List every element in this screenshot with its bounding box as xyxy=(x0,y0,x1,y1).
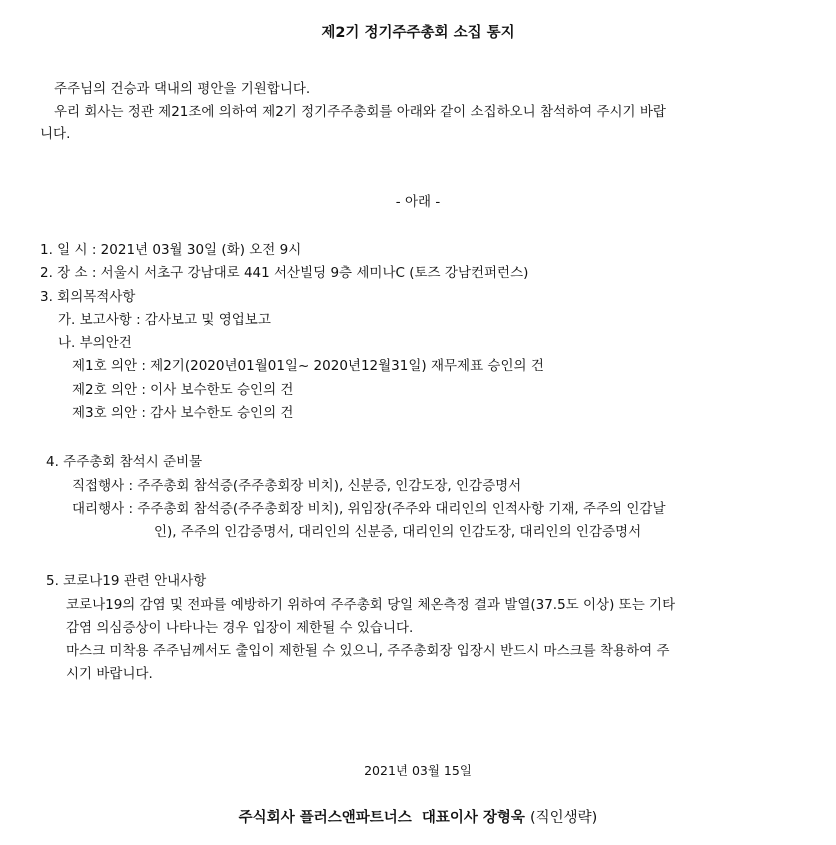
agenda-item-3: 제3호 의안 : 감사 보수한도 승인의 건 xyxy=(72,405,294,421)
greeting-text: 주주님의 건승과 댁내의 평안을 기원합니다. xyxy=(54,81,311,97)
preparation-proxy-line2: 인), 주주의 인감증명서, 대리인의 신분증, 대리인의 인감도장, 대리인의 인감증명서 xyxy=(154,524,642,540)
item-date-time: 1. 일 시 : 2021년 03월 30일 (화) 오전 9시 xyxy=(40,242,302,258)
seal-omitted-note: (직인생략) xyxy=(529,810,598,826)
item-location: 2. 장 소 : 서울시 서초구 강남대로 441 서산빌딩 9층 세미나C (토즈 강남컨퍼런스) xyxy=(40,265,529,281)
mask-notice-line2: 시기 바랍니다. xyxy=(66,666,153,682)
covid-notice-line1: 코로나19의 감염 및 전파를 예방하기 위하여 주주총회 당일 체온측정 결과 발열(37.5도 이상) 또는 기타 xyxy=(66,597,676,613)
item-report-matters: 가. 보고사항 : 감사보고 및 영업보고 xyxy=(58,312,271,328)
mask-notice-line1: 마스크 미착용 주주님께서도 출입이 제한될 수 있으니, 주주총회장 입장시 반드시 마스크를 착용하여 주 xyxy=(66,643,670,659)
item-covid-heading: 5. 코로나19 관련 안내사항 xyxy=(46,573,207,589)
preparation-direct: 직접행사 : 주주총회 참석증(주주총회장 비치), 신분증, 인감도장, 인감증명서 xyxy=(72,478,522,494)
below-marker: - 아래 - xyxy=(395,194,441,210)
page-title: 제2기 정기주주총회 소집 통지 xyxy=(321,25,515,41)
preparation-proxy-line1: 대리행사 : 주주총회 참석증(주주총회장 비치), 위임장(주주와 대리인의 인적사항 기재, 주주의 인감날 xyxy=(72,501,666,517)
agenda-item-2: 제2호 의안 : 이사 보수한도 승인의 건 xyxy=(72,382,294,398)
agenda-item-1: 제1호 의안 : 제2기(2020년01월01일~ 2020년12월31일) 재무제표 승인의 건 xyxy=(72,358,544,374)
item-preparation-heading: 4. 주주총회 참석시 준비물 xyxy=(46,454,203,470)
item-resolution-heading: 나. 부의안건 xyxy=(58,335,132,351)
ceo-name: 대표이사 장형욱 xyxy=(421,810,525,826)
notice-date: 2021년 03월 15일 xyxy=(364,763,472,778)
covid-notice-line2: 감염 의심증상이 나타나는 경우 입장이 제한될 수 있습니다. xyxy=(66,620,414,636)
company-name: 주식회사 플러스앤파트너스 xyxy=(238,810,412,826)
signature-line xyxy=(0,809,836,827)
intro-text-line1: 우리 회사는 정관 제21조에 의하여 제2기 정기주주총회를 아래와 같이 소집하오니 참석하여 주시기 바랍 xyxy=(54,104,666,120)
item-agenda-heading: 3. 회의목적사항 xyxy=(40,289,136,305)
intro-text-line2: 니다. xyxy=(40,126,71,142)
